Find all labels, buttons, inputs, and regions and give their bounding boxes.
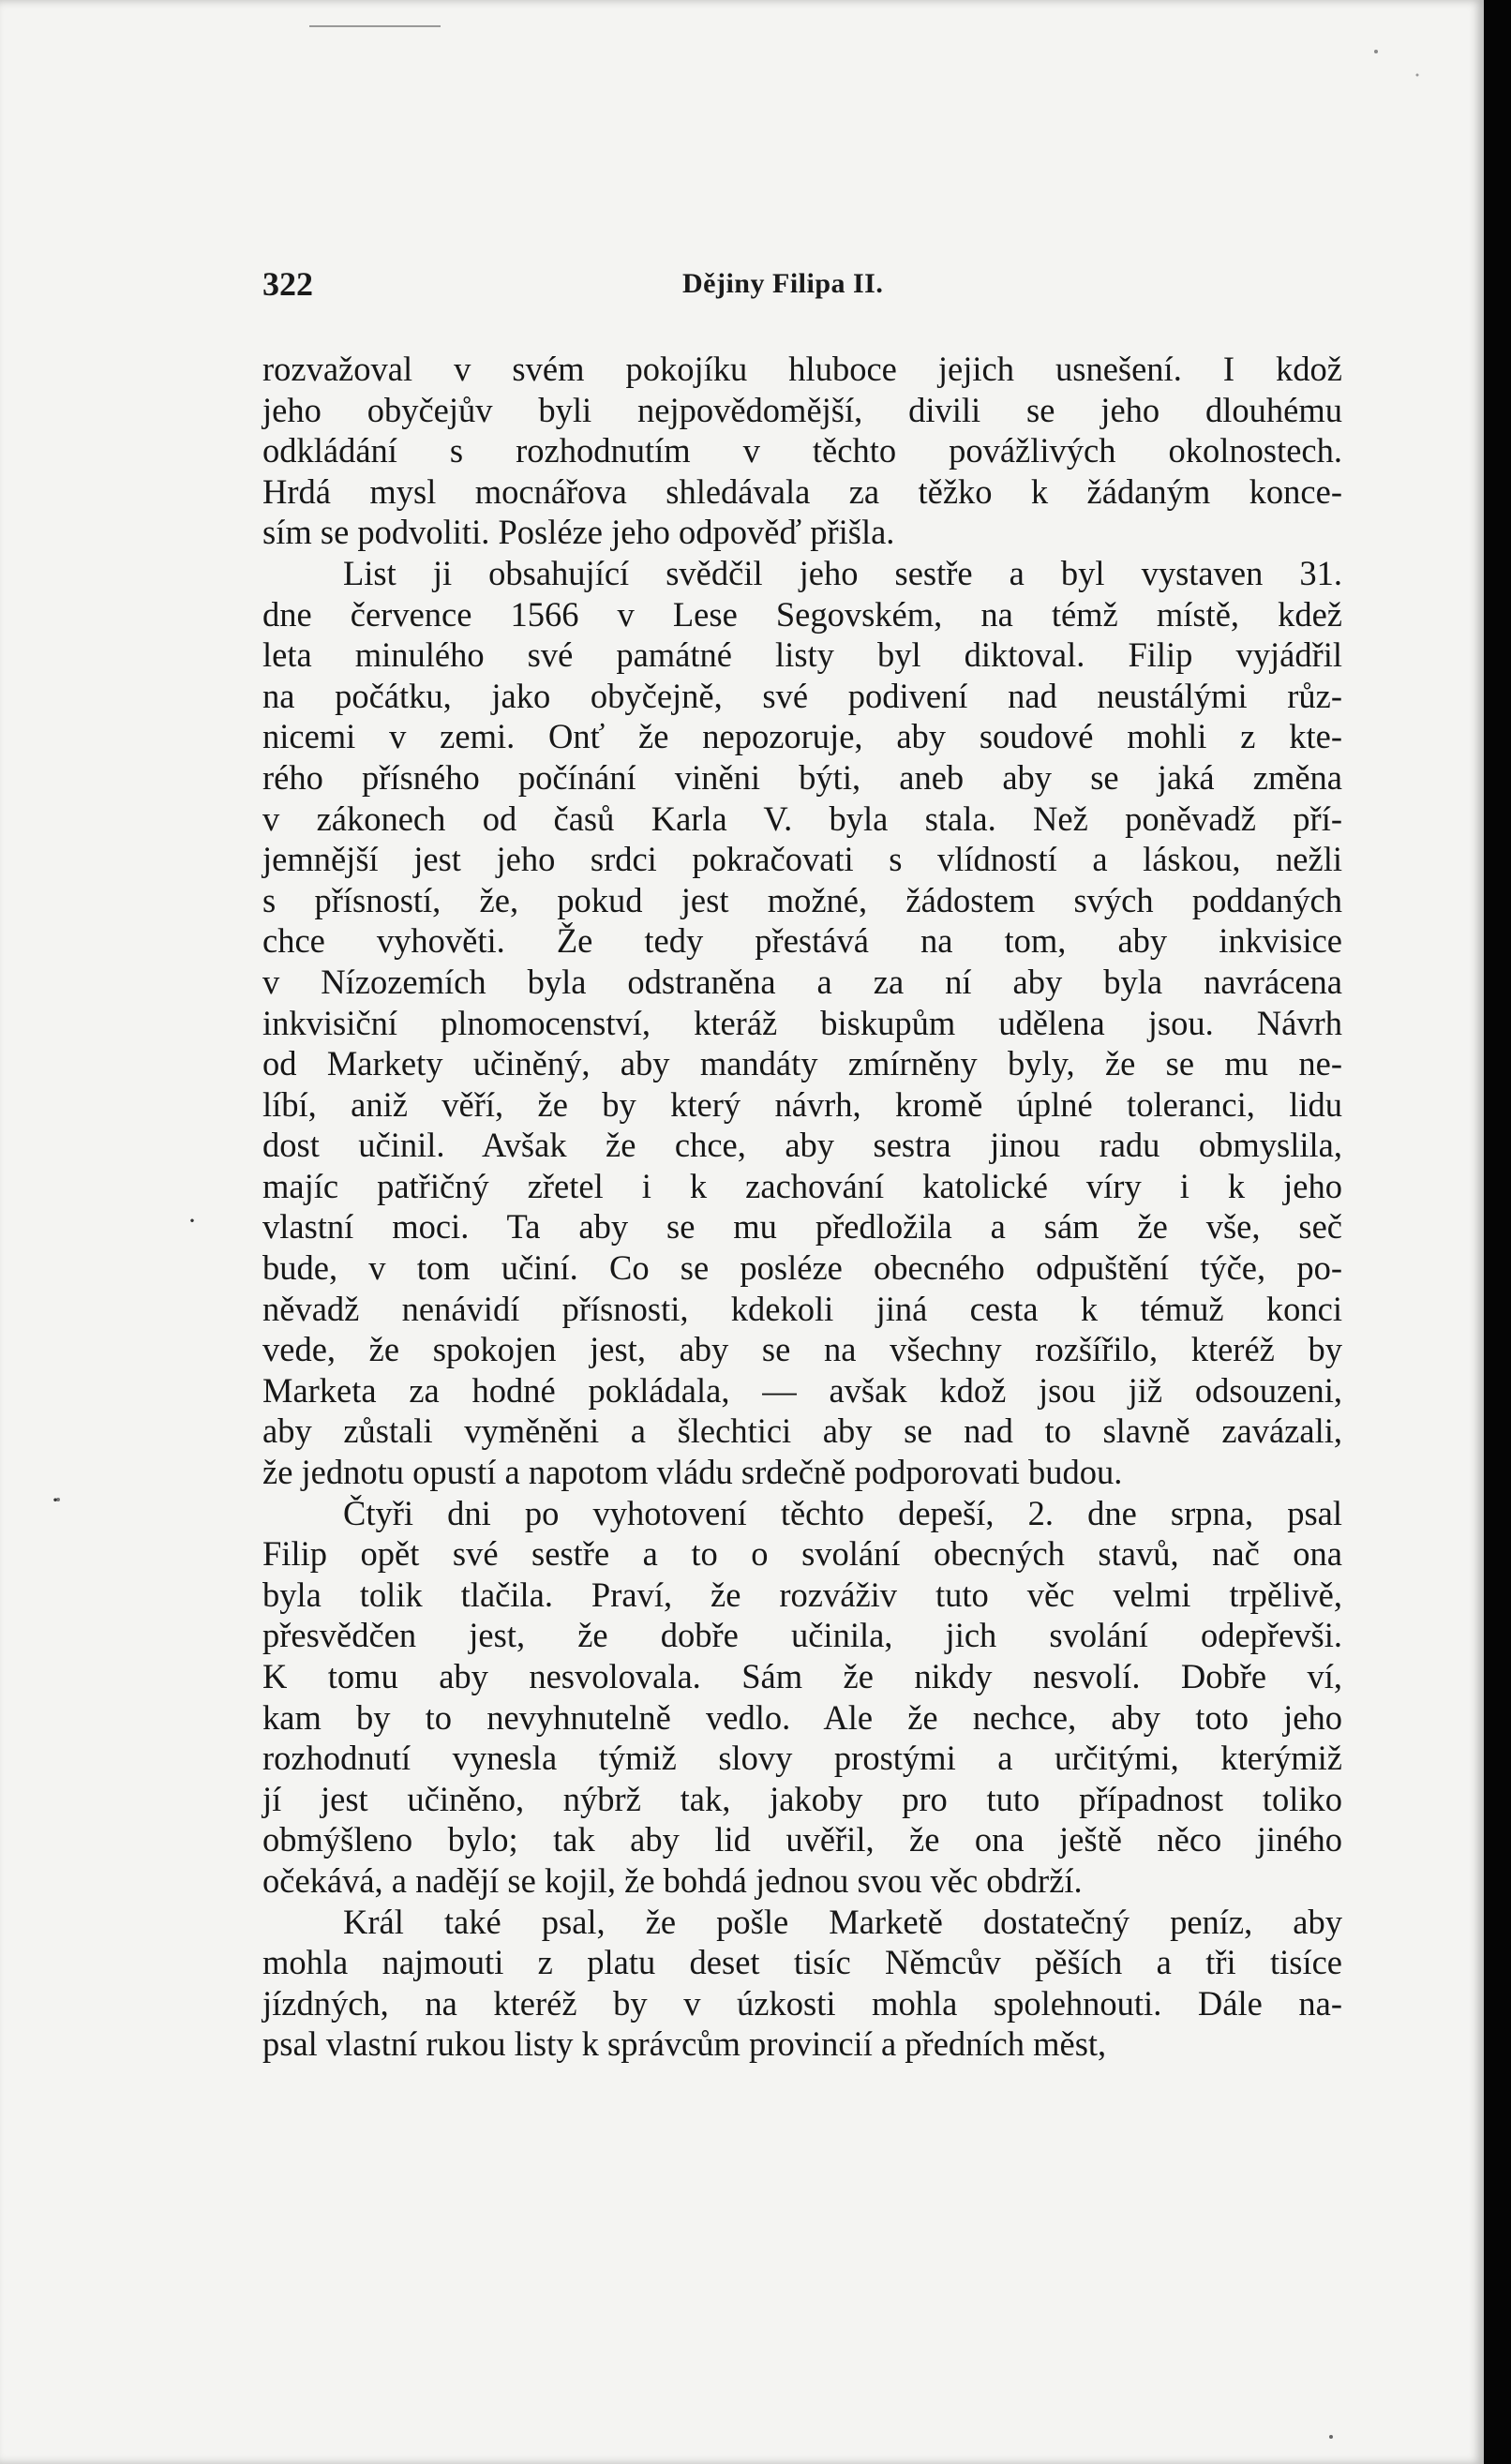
text-line: Král také psal, že pošle Marketě dostatečný peníz, aby bbox=[343, 1902, 1342, 1941]
text-line: odkládání s rozhodnutím v těchto povážlivých okolnostech. bbox=[262, 431, 1342, 470]
text-line: jeho obyčejův byli nejpovědomější, divili se jeho dlouhému bbox=[262, 390, 1342, 429]
text-line: v Nízozemích byla odstraněna a za ní aby byla navrácena bbox=[262, 962, 1342, 1001]
text-line: leta minulého své památné listy byl diktoval. Filip vyjádřil bbox=[262, 635, 1342, 675]
text-line: vlastní moci. Ta aby se mu předložila a sám že vše, seč bbox=[262, 1207, 1342, 1247]
text-line: vede, že spokojen jest, aby se na všechny rozšířilo, kteréž by bbox=[262, 1330, 1342, 1369]
text-line: psal vlastní rukou listy k správcům provincií a předních měst, bbox=[262, 2024, 1107, 2064]
paragraph bbox=[262, 349, 1342, 553]
text-line: jí jest učiněno, nýbrž tak, jakoby pro tuto případnost toliko bbox=[262, 1779, 1342, 1818]
running-title: Dějiny Filipa II. bbox=[682, 268, 884, 299]
text-line: inkvisiční plnomocenství, kteráž biskupům udělena jsou. Návrh bbox=[262, 1003, 1342, 1042]
text-line: majíc patřičný zřetel i k zachování katolické víry i k jeho bbox=[262, 1166, 1342, 1205]
text-line: očekává, a nadějí se kojil, že bohdá jednou svou věc obdrží. bbox=[262, 1860, 1083, 1900]
page-number: 322 bbox=[262, 265, 313, 303]
text-line: K tomu aby nesvolovala. Sám že nikdy nesvolí. Dobře ví, bbox=[262, 1657, 1342, 1695]
text-line: rého přísného počínání viněni býti, aneb aby se jaká změna bbox=[262, 757, 1342, 797]
text-line: List ji obsahující svědčil jeho sestře a byl vystaven 31. bbox=[343, 553, 1342, 592]
text-line: jízdných, na kteréž by v úzkosti mohla spolehnouti. Dále na- bbox=[262, 1983, 1342, 2023]
body-text bbox=[262, 349, 1342, 2065]
paragraph bbox=[262, 1902, 1342, 2065]
text-line: rozvažoval v svém pokojíku hluboce jejich usnešení. I kdož bbox=[262, 350, 1342, 388]
text-line: obmýšleno bylo; tak aby lid uvěřil, že ona ještě něco jiného bbox=[262, 1820, 1342, 1859]
text-line: sím se podvoliti. Posléze jeho odpověď přišla. bbox=[262, 513, 895, 552]
text-line: Filip opět své sestře a to o svolání obecných stavů, nač ona bbox=[262, 1534, 1342, 1574]
text-line: dost učinil. Avšak že chce, aby sestra jinou radu obmyslila, bbox=[262, 1126, 1342, 1165]
text-line: Marketa za hodné pokládala, — avšak kdož jsou již odsouzeni, bbox=[262, 1370, 1342, 1410]
text-line: kam by to nevyhnutelně vedlo. Ale že nechce, aby toto jeho bbox=[262, 1697, 1342, 1737]
text-line: aby zůstali vyměněni a šlechtici aby se nad to slavně zavázali, bbox=[262, 1411, 1342, 1451]
text-line: líbí, aniž věří, že by který návrh, kromě úplné toleranci, lidu bbox=[262, 1084, 1342, 1124]
text-line: byla tolik tlačila. Praví, že rozváživ tuto věc velmi trpělivě, bbox=[262, 1575, 1342, 1614]
text-line: mohla najmouti z platu deset tisíc Němcův pěších a tři tisíce bbox=[262, 1943, 1342, 1982]
text-line: přesvědčen jest, že dobře učinila, jich svolání odepřevši. bbox=[262, 1616, 1342, 1655]
text-line: chce vyhověti. Že tedy přestává na tom, aby inkvisice bbox=[262, 921, 1342, 961]
text-line: nicemi v zemi. Onť že nepozoruje, aby soudové mohli z kte- bbox=[262, 717, 1342, 756]
running-header bbox=[262, 264, 1342, 311]
margin-tick: · bbox=[51, 1485, 60, 1516]
text-line: s přísností, že, pokud jest možné, žádostem svých poddaných bbox=[262, 880, 1342, 919]
scan-border bbox=[1484, 0, 1511, 2464]
paragraph bbox=[262, 1493, 1342, 1902]
text-line: od Markety učiněný, aby mandáty zmírněny byly, že se mu ne- bbox=[262, 1044, 1342, 1083]
text-line: bude, v tom učiní. Co se posléze obecného odpuštění týče, po- bbox=[262, 1248, 1342, 1288]
text-line: Hrdá mysl mocnářova shledávala za těžko k žádaným konce- bbox=[262, 471, 1342, 511]
margin-tick: · bbox=[187, 1205, 197, 1236]
text-line: Čtyři dni po vyhotovení těchto depeší, 2. dne srpna, psal bbox=[343, 1493, 1342, 1532]
text-line: na počátku, jako obyčejně, své podivení nad neustálými růz- bbox=[262, 676, 1342, 715]
text-line: dne července 1566 v Lese Segovském, na témž místě, kdež bbox=[262, 594, 1342, 634]
text-line: v zákonech od časů Karla V. byla stala. Než poněvadž pří- bbox=[262, 799, 1342, 838]
text-line: rozhodnutí vynesla týmiž slovy prostými a určitými, kterýmiž bbox=[262, 1739, 1342, 1778]
paragraph bbox=[262, 553, 1342, 1493]
text-line: že jednotu opustí a napotom vládu srdečně podporovati budou. bbox=[262, 1453, 1123, 1492]
text-line: něvadž nenávidí přísnosti, kdekoli jiná cesta k témuž konci bbox=[262, 1289, 1342, 1328]
text-line: jemnější jest jeho srdci pokračovati s vlídností a láskou, nežli bbox=[262, 840, 1342, 879]
